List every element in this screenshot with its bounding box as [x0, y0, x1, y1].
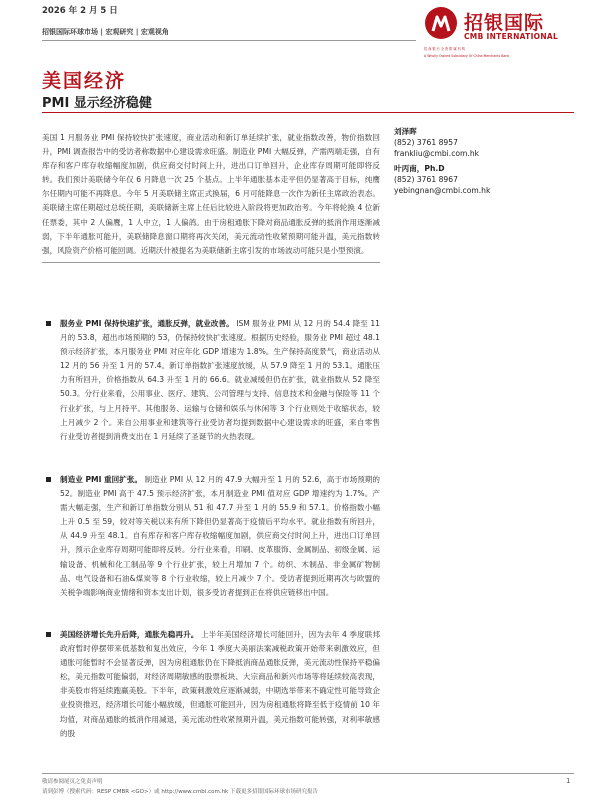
analyst-name: 刘泽晖 — [394, 127, 417, 136]
bullet-lead: 美国经济增长先升后降，通胀先稳再升。 — [60, 630, 199, 639]
bullet-growth-outlook — [46, 628, 380, 741]
bullet-lead: 制造业 PMI 重回扩张。 — [60, 475, 143, 484]
bullet-text — [60, 473, 380, 600]
report-date: 2026 年 2 月 5 日 — [42, 6, 118, 16]
bullet-square-icon — [46, 321, 51, 326]
abstract-paragraph: 美国 1 月服务业 PMI 保持较快扩张速度，商业活动和新订单延续扩张，就业指数改善，物价指数回升，PMI 调查报告中的受访者称数据中心建设需求旺盛。制造业 PMI 大幅反弹，产需两端走强，自有库存和客户库存收缩幅度加剧，供应商交付时间上升，进出口订单回升，企业库存周期可能即将反转。我们预计美联储今年仅 6 月降息一次 25 个基点。上半年通胀基本走平但仍显著高于目标，纯鹰尔任期内可能不再降息。今年 5 月美联储主席正式换届，6 月可能降息一次作为新任主席政治表态。美联储主席任期超过总统任期，美联储新主席上任后比较进入阶段将更加政治考。今年将轮换 4 位新任票委，其中 2 人偏鹰，1 人中立，1 人偏鸽。由于房租通胀下降对商品通胀反弹的抵消作用逐渐减弱，下半年通胀可能升，美联储降息窗口期将再次关闭，美元流动性收紧预期可能升温，美元指数转强，风险资产价格可能回调。近期沃什被提名为美联储新主席引发的市场波动可能只是小型预演。 — [42, 131, 380, 263]
bullet-square-icon — [46, 477, 51, 482]
logo-english-text: CMB INTERNATIONAL — [464, 32, 559, 41]
report-title: PMI 显示经济稳健 — [42, 96, 152, 111]
cmbi-logo — [424, 6, 574, 62]
bullet-body: 制造业 PMI 从 12 月的 47.9 大幅升至 1 月的 52.6，高于市场预期的 52。制造业 PMI 高于 47.5 预示经济扩张，本月制造业 PMI 值对应 GDP 增速约为 1.7%。产需大幅走强，生产和新订单指数分别从 51 和 47.7 升至 1 月的 55.9 和 57.1。价格指数小幅上升 0.5 至 59，较对等关税以来有所下降但仍显著高于疫情后平均水平。就业指数有所回升，从 44.9 升至 48.1。自有库存和客户库存收缩幅度加剧，供应商交付时间上升，进出口订单回升，预示企业库存周期可能即将反转。分行业来看，印刷、皮革服饰、金属制品、初级金属、运输设备、机械和化工制品等 9 个行业扩张，较上月增加 7 个。纺织、木制品、非金属矿物制品、电气设备和石油&煤炭等 8 个行业收缩，较上月减少 7 个。受访者提到近期再次与欧盟的关税争端影响商业情绪和资本支出计划，很多受访者提到正在将供应链移出中国。 — [60, 475, 380, 597]
section-title: 美国经济 — [42, 70, 127, 92]
analyst-phone: (852) 3761 8967 — [394, 174, 458, 184]
footer-divider — [42, 773, 574, 774]
analyst-panel — [394, 126, 574, 199]
bullet-body: 上半年美国经济增长可能回升，因为去年 4 季度联邦政府暂时停摆带来低基数和复出效应，今年 1 季度大美丽法案减税政策开始带来刺激效应，但通胀可能暂时不会显著反弹，因为房租通胀仍在下降抵消商品通胀反弹，美元流动性保持平稳偏松，美元指数可能偏弱，对经济周期敏感的股票板块、大宗商品和新兴市场等将延续较高表现，非美股市将延续跑赢美股。下半年，政策刺激效应逐渐减弱，中期选举带来不确定性可能导致企业投资推迟，经济增长可能小幅放缓，但通胀可能回升，因为房租通胀将降至低于疫情前 10 年均值，对商品通胀的抵消作用减退，美元流动性收紧预期升温，美元指数可能转强，对利率敏感的股 — [60, 630, 380, 738]
bullet-body: ISM 服务业 PMI 从 12 月的 54.4 降至 11 月的 53.8，超出市场预期的 53，仍保持较快扩张速度。根据历史经验，服务业 PMI 超过 48.1 预示经济扩张，本月服务业 PMI 对应年化 GDP 增速为 1.8%。生产保持高度景气，商业活动从 12 月的 56 升至 1 月的 57.4。新订单指数扩张速度放缓，从 57.9 降至 1 月的 53.1。通胀压力有所回升，价格指数从 64.3 升至 1 月的 66.6。就业减缓但仍在扩张，就业指数从 52 降至 50.3。分行业来看，公用事业、医疗、建筑、公司管理与支持、信息技术和金融与保险等 11 个行业扩张，与上月持平。其他服务、运输与仓储和娱乐与休闲等 3 个行业则处于收缩状态，较上月减少 2 个。来自公用事业和建筑等行业受访者均提到数据中心建设需求的旺盛，来自零售行业受访者提到消费支出在 1 月延续了圣诞节的火热表现。 — [60, 319, 380, 441]
bullet-square-icon — [46, 632, 51, 637]
bullet-lead: 服务业 PMI 保持快速扩张，通胀反弹，就业改善。 — [60, 319, 234, 328]
bullet-text — [60, 317, 380, 444]
footer-download-note[interactable]: 请到彭博（搜索代码：RESP CMBR <GO>）或 http://www.cmbi.com.hk 下载更多招银国际环球市场研究报告 — [42, 789, 318, 795]
bullet-manufacturing-pmi — [46, 473, 380, 600]
cmbi-logo-icon — [424, 6, 458, 40]
logo-chinese-text: 招银国际 — [464, 12, 545, 34]
footer-disclaimer: 敬请参阅尾页之免责声明 — [42, 779, 103, 785]
analyst-name: 叶丙南，Ph.D — [394, 163, 445, 173]
header-tags: 招银国际环球市场 | 宏观研究 | 宏观视角 — [42, 28, 169, 36]
analyst-1 — [394, 126, 574, 160]
analyst-phone: (852) 3761 8957 — [394, 138, 458, 148]
analyst-2 — [394, 163, 574, 197]
logo-subtitle-cn: 招 商 银 行 全 资 附 属 机 构 — [424, 47, 465, 51]
analyst-email[interactable]: frankliu@cmbi.com.hk — [394, 149, 480, 159]
logo-subtitle-en: A Wholly Owned Subsidiary Of China Merchants Bank — [424, 54, 510, 58]
header-divider — [42, 40, 416, 41]
bullet-services-pmi — [46, 317, 380, 444]
analyst-email[interactable]: yebingnan@cmbi.com.hk — [394, 186, 491, 196]
page-number: 1 — [566, 777, 571, 785]
bullet-text — [60, 628, 380, 741]
title-divider — [42, 112, 574, 113]
